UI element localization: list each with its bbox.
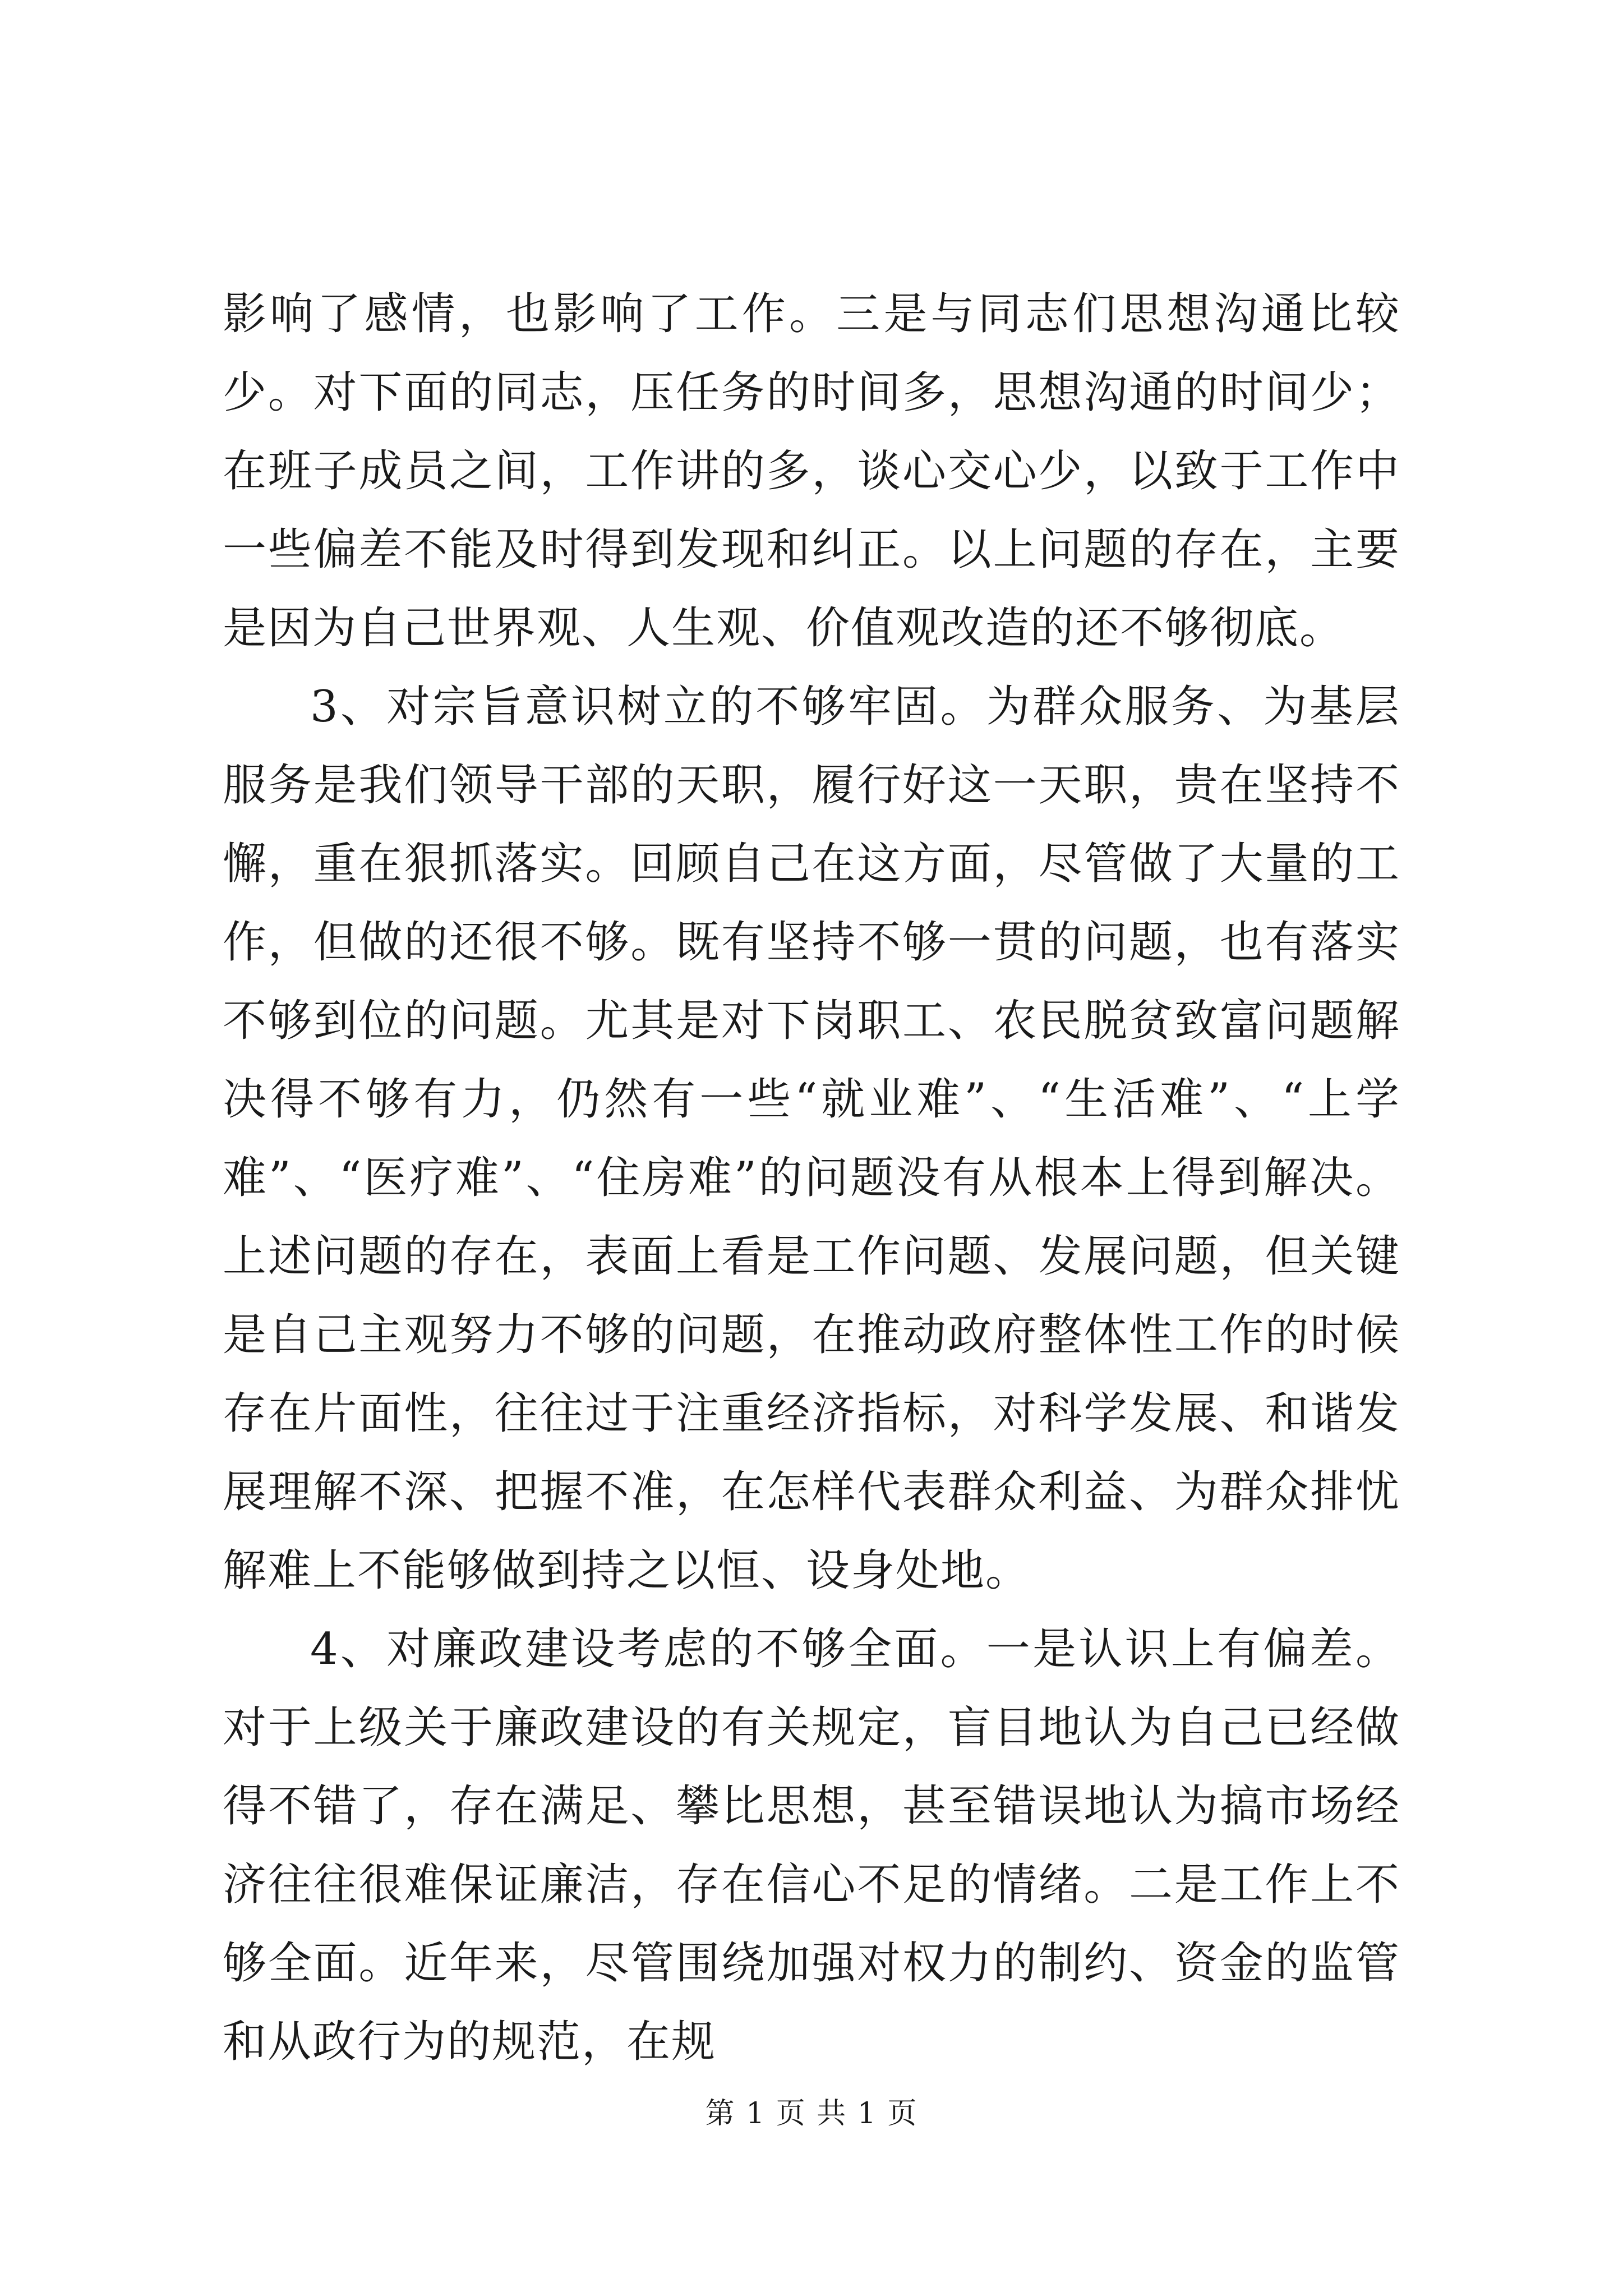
page-footer: 第 1 页 共 1 页 (705, 2097, 918, 2131)
paragraph-2: 3、对宗旨意识树立的不够牢固。为群众服务、为基层服务是我们领导干部的天职，履行好这一天职，贵在坚持不懈，重在狠抓落实。回顾自己在这方面，尽管做了大量的工作，但做的还很不够。既有坚持不够一贯的问题，也有落实不够到位的问题。尤其是对下岗职工、农民脱贫致富问题解决得不够有力，仍然有一些“就业难”、“生活难”、“上学难”、“医疗难”、“住房难”的问题没有从根本上得到解决。上述问题的存在，表面上看是工作问题、发展问题，但关键是自己主观努力不够的问题，在推动政府整体性工作的时候存在片面性，往往过于注重经济指标，对科学发展、和谐发展理解不深、把握不准，在怎样代表群众利益、为群众排忧解难上不能够做到持之以恒、设身处地。 (223, 682, 1400, 1596)
paragraph-3: 4、对廉政建设考虑的不够全面。一是认识上有偏差。对于上级关于廉政建设的有关规定，盲目地认为自己已经做得不错了，存在满足、攀比思想，甚至错误地认为搞市场经济往往很难保证廉洁，存在信心不足的情绪。二是工作上不够全面。近年来，尽管围绕加强对权力的制约、资金的监管和从政行为的规范，在规 (223, 1624, 1400, 2067)
document-body (223, 275, 1400, 2081)
paragraph-1: 影响了感情，也影响了工作。三是与同志们思想沟通比较少。对下面的同志，压任务的时间多，思想沟通的时间少；在班子成员之间，工作讲的多，谈心交心少，以致于工作中一些偏差不能及时得到发现和纠正。以上问题的存在，主要是因为自己世界观、人生观、价值观改造的还不够彻底。 (223, 289, 1400, 654)
